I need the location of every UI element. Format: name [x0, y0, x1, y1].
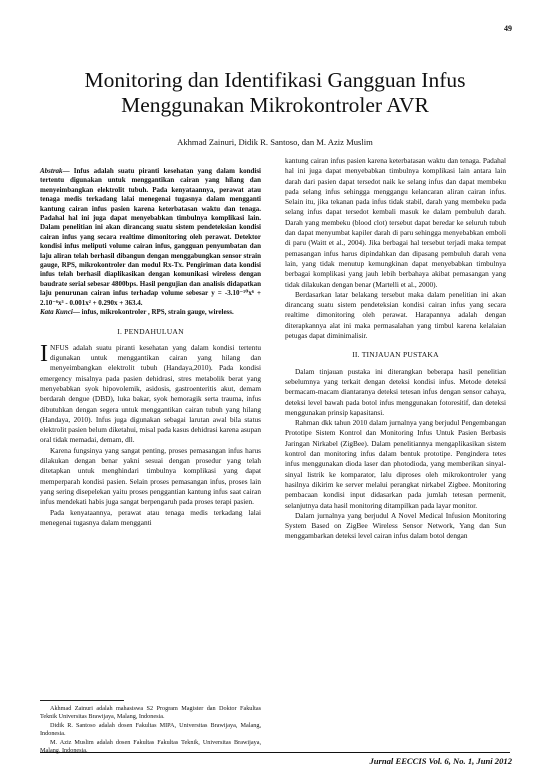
- intro-paragraph-3: Pada kenyataannya, perawat atau tenaga medis terkadang lalai menegenai tugasnya dalam mengganti: [40, 507, 261, 527]
- right-paragraph-1: kantung cairan infus pasien karena keterbatasan waktu dan tenaga. Padahal hal ini juga dapat menyebabkan timbulnya komplikasi lain antara lain darah dari pasien dapat tersedot naik ke selang infus dan dapat membeku pada selang infus sehingga menggangu kelancaran aliran cairan infus. Selain itu, jika tekanan pada infus tidak stabil, darah yang membeku pada selang infus dapat tersedot kembali masuk ke dalam pembuluh darah. Darah yang membeku (blood clot) tersebut dapat beredar ke seluruh tubuh dan dapat menyumbat kapiler darah di paru sehingga menyebabkan emboli di paru (Waitt et al., 2004). Jika berbagai hal tersebut terjadi maka tempat pemasangan infus harus dipindahkan dan dipasang pembuluh darah vena lain, yang tidak menutup kemungkinan dapat menyebabkan timbulnya berbagai komplikasi yang jauh lebih berbahaya akibat pemasangan yang tidak dilakukan dengan benar (Martelli et al., 2000).: [285, 156, 506, 289]
- drop-cap: I: [40, 340, 48, 367]
- page-number: 49: [504, 24, 512, 33]
- abstract-label: Abstrak: [40, 167, 63, 175]
- right-paragraph-4: Rahman dkk tahun 2010 dalam jurnalnya yang berjudul Pengembangan Prototipe Sistem Kontrol dan Monitoring Infus Untuk Pasien Berbasis Jaringan Nirkabel (ZigBee). Dalam penelitiannya mengaplikasikan sistem kontrol dan monitoring infus dalam bentuk prototipe. Pengindera tetes infus menggunakan dioda laser dan photodioda, yang memberikan sinyal-sinyal listrik ke komparator, lalu diproses oleh mikrokontroler yang hasilnya dikirim ke server melalui perangkat nirkabel Zigbee. Monitoring pembacaan kondisi input didasarkan pada jumlah tetesan permenit, selanjutnya data hasil monitoring ditampilkan pada layar monitor.: [285, 418, 506, 510]
- footnote-2: Didik R. Santoso adalah dosen Fakultas MIPA, Universitas Brawijaya, Malang, Indonesia.: [40, 721, 261, 738]
- intro-paragraph-1-text: NFUS adalah suatu piranti kesehatan yang dalam kondisi tertentu digunakan untuk menggantikan cairan yang hilang dan menyeimbangkan elektrolit tubuh (Handaya,2010). Pada kondisi emergency misalnya pada pasien dehidrasi, stres metabolik berat yang menyebabkan syok hipovolemik, asidosis, gastroenteritis akut, demam berdarah dengue (DBD), luka bakar, syok hemoragik serta trauma, infus dibutuhkan dengan segera untuk menggantikan cairan tubuh yang hilang (Handaya, 2010). Infus juga digunakan sebagai larutan awal bila status elektrolit pasien belum diketahui, misal pada kasus dehidrasi karena asupan oral tidak memadai, demam, dll.: [40, 342, 261, 445]
- abstract-text: — Infus adalah suatu piranti kesehatan yang dalam kondisi tertentu digunakan untuk menggantikan cairan yang hilang dan menyeimbangkan elektrolit tubuh. Pada kenyataannya, perawat atau tenaga medis terkadang lalai menegenai tugasnya dalam mengganti kantung cairan infus pasien karena keterbatasan waktu dan tenaga. Padahal hal ini juga dapat menyebabkan timbulnya komplikasi lain. Dalam penelitian ini akan dirancang suatu sistem pendeteksian kondisi cairan infus yang secara realtime dimonitoring oleh perawat. Detektor kondisi infus meliputi volume cairan infus, gangguan penyumbatan dan laju aliran telah berhasil dibangun dengan menggabungkan sensor strain gauge, RPS, mikrokontroler dan modul Rx-Tx. Pengiriman data kondisi infus telah berhasil diaplikasikan dengan komunikasi wireless dengan baudrate serial sebesar 4800bps. Hasil pengujian dan analisis didapatkan laju penurunan cairan infus terhadap volume sebesar y = -3.10⁻¹⁰x⁶ + 2.10⁻⁶x³ - 0.001x² + 0.290x + 363.4.: [40, 167, 261, 307]
- right-column: [285, 156, 506, 542]
- journal-citation: Jurnal EECCIS Vol. 6, No. 1, Juni 2012: [369, 756, 512, 766]
- author-footnotes: [40, 705, 261, 755]
- author-list: Akhmad Zainuri, Didik R. Santoso, dan M. Aziz Muslim: [177, 137, 373, 147]
- footnote-divider: [40, 700, 124, 701]
- intro-paragraph-2: Karena fungsinya yang sangat penting, proses pemasangan infus harus dilakukan dengan benar yakni sesuai dengan prosedur yang telah ditetapkan untuk menghindari timbulnya komplikasi yang dapat memperparah kondisi pasien. Selain proses pemasangan infus, proses lain yang sering disepelekan yaitu proses penggantian kantung infus saat cairan infus mendekati habis juga sangat berpengaruh pada proses terapi pasien.: [40, 445, 261, 507]
- right-paragraph-5: Dalam jurnalnya yang berjudul A Novel Medical Infusion Monitoring System Based on ZigBee Wireless Sensor Network, Yang dan Sun menggambarkan deteksi level cairan infus dalam botol dengan: [285, 510, 506, 541]
- keywords-label: Kata Kunci: [40, 308, 73, 317]
- keywords: [40, 308, 261, 317]
- footnote-3: M. Aziz Muslim adalah dosen Fakultas Fakultas Teknik, Universitas Brawijaya, Malang, Indonesia.: [40, 738, 261, 755]
- right-paragraph-2: Berdasarkan latar belakang tersebut maka dalam penelitian ini akan dirancang suatu sistem pendeteksian kondisi cairan infus yang secara realtime dimonitoring oleh perawat. Harapannya adalah dengan diterapkannya alat ini maka permasalahan yang timbul karena kelalaian petugas dapat diminimalisir.: [285, 289, 506, 341]
- right-paragraph-3: Dalam tinjauan pustaka ini diterangkan beberapa hasil penelitian sebelumnya yang terkait dengan deteksi kondisi infus. Metode deteksi bermacam-macam diantaranya deteksi tetesan infus dengan sensor cahaya, deteksi level bawah pada botol infus menggunakan fotoresitif, dan deteksi menggunakan prinsip kapasitansi.: [285, 366, 506, 417]
- footer-divider: [40, 752, 510, 753]
- abstract: [40, 167, 261, 308]
- intro-paragraph-1: [40, 340, 261, 446]
- section-heading-pendahuluan: I. PENDAHULUAN: [117, 326, 184, 336]
- left-column: [40, 167, 261, 528]
- section-heading-tinjauan-pustaka: II. TINJAUAN PUSTAKA: [352, 350, 439, 360]
- paper-title: Monitoring dan Identifikasi Gangguan Infus Menggunakan Mikrokontroler AVR: [84, 68, 466, 117]
- footnote-1: Akhmad Zainuri adalah mahasiswa S2 Program Magister dan Doktor Fakultas Teknik Universitas Brawijaya, Malang, Indonesia.: [40, 705, 261, 721]
- keywords-text: — infus, mikrokontroler , RPS, strain gauge, wireless.: [72, 308, 234, 317]
